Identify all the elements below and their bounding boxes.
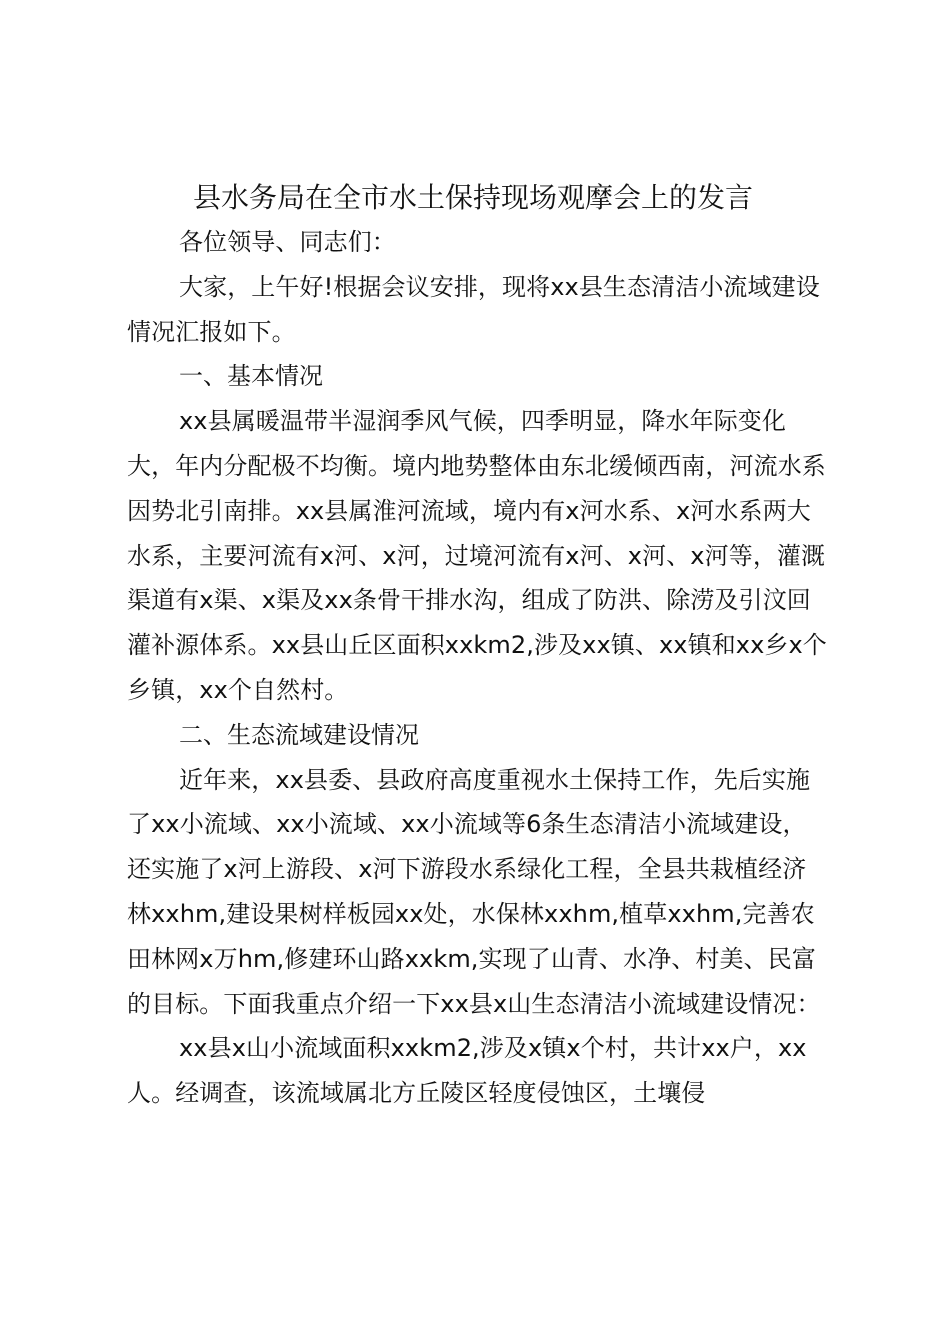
section-heading-watershed-construction: 二、生态流域建设情况 xyxy=(179,720,419,749)
document-body xyxy=(127,176,827,1116)
basic-situation-paragraph: xx县属暖温带半湿润季风气候，四季明显，降水年际变化大，年内分配极不均衡。境内地势整体由东北缓倾西南，河流水系因势北引南排。xx县属淮河流域，境内有x河水系、x河水系两大水系，主要河流有x河、x河，过境河流有x河、x河、x河等，灌溉渠道有x渠、x渠及xx条骨干排水沟，组成了防洪、除涝及引汶回灌补源体系。xx县山丘区面积xxkm2,涉及xx镇、xx镇和xx乡x个乡镇，xx个自然村。 xyxy=(127,407,827,704)
watershed-construction-paragraph: 近年来，xx县委、县政府高度重视水土保持工作，先后实施了xx小流域、xx小流域、xx小流域等6条生态清洁小流域建设，还实施了x河上游段、x河下游段水系绿化工程，全县共栽植经济林xxhm,建设果树样板园xx处，水保林xxhm,植草xxhm,完善农田林网x万hm,修建环山路xxkm,实现了山青、水净、村美、民富的目标。下面我重点介绍一下xx县x山生态清洁小流域建设情况： xyxy=(127,765,821,1018)
section-heading-basic-situation: 一、基本情况 xyxy=(179,362,323,391)
opening-paragraph: 大家，上午好!根据会议安排，现将xx县生态清洁小流域建设情况汇报如下。 xyxy=(127,272,820,346)
document-title: 县水务局在全市水土保持现场观摩会上的发言 xyxy=(193,181,754,214)
salutation: 各位领导、同志们： xyxy=(179,228,396,256)
mountain-watershed-paragraph: xx县x山小流域面积xxkm2,涉及x镇x个村，共计xx户，xx人。经调查，该流域属北方丘陵区轻度侵蚀区，土壤侵 xyxy=(127,1034,807,1108)
